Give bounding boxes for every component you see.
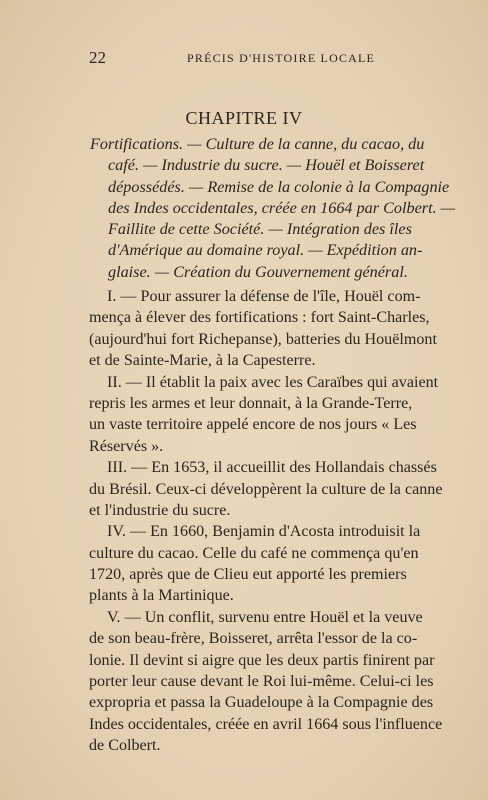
page-header bbox=[89, 48, 376, 70]
text-line: IV. — En 1660, Benjamin d'Acosta introduisit la bbox=[107, 523, 421, 541]
text-line: II. — Il établit la paix avec les Caraïbes qui avaient bbox=[107, 373, 439, 391]
text-line: mença à élever des fortifications : fort Saint-Charles, bbox=[89, 309, 430, 327]
text-line: culture du cacao. Celle du café ne commença qu'en bbox=[89, 544, 419, 562]
summary-line: café. — Industrie du sucre. — Houël et Boisseret bbox=[108, 156, 425, 175]
text-line: V. — Un conflit, survenu entre Houël et la veuve bbox=[107, 608, 423, 626]
summary-line: dépossédés. — Remise de la colonie à la Compagnie bbox=[108, 177, 450, 196]
text-line: lonie. Il devint si aigre que les deux partis finirent par bbox=[89, 651, 435, 669]
page-number: 22 bbox=[89, 48, 106, 67]
text-line: et de Sainte-Marie, à la Capesterre. bbox=[89, 352, 316, 370]
paragraph-1 bbox=[89, 286, 461, 372]
summary-line: des Indes occidentales, créée en 1664 par Colbert. — bbox=[108, 198, 456, 217]
text-line: Réservés ». bbox=[89, 437, 164, 455]
text-line: Indes occidentales, créée en avril 1664 sous l'influence bbox=[89, 715, 443, 733]
text-line: III. — En 1653, il accueillit des Hollandais chassés bbox=[107, 459, 437, 477]
chapter-summary bbox=[90, 134, 458, 283]
text-line: expropria et passa la Guadeloupe à la Compagnie des bbox=[89, 694, 434, 712]
summary-line: Fortifications. — Culture de la canne, du cacao, du bbox=[90, 135, 425, 153]
summary-line: d'Amérique au domaine royal. — Expédition an- bbox=[108, 241, 423, 260]
paragraph-5 bbox=[89, 607, 461, 757]
text-line: (aujourd'hui fort Richepanse), batteries du Houëlmont bbox=[89, 330, 437, 348]
paragraph-4 bbox=[89, 521, 461, 607]
text-line: et l'industrie du sucre. bbox=[89, 501, 231, 519]
summary-line: Faillite de cette Société. — Intégration des îles bbox=[108, 220, 412, 239]
chapter-title: CHAPITRE IV bbox=[185, 108, 303, 128]
running-head: PRÉCIS D'HISTOIRE LOCALE bbox=[187, 51, 376, 65]
text-line: porter leur cause devant le Roi lui-même. Celui-ci les bbox=[89, 673, 434, 691]
text-line: plants à la Martinique. bbox=[89, 587, 234, 605]
text-line: du Brésil. Ceux-ci développèrent la culture de la canne bbox=[89, 480, 443, 498]
body-text bbox=[89, 286, 461, 757]
text-line: un vaste territoire appelé encore de nos jours « Les bbox=[89, 416, 417, 434]
text-line: de son beau-frère, Boisseret, arrêta l'essor de la co- bbox=[89, 630, 418, 648]
text-line: I. — Pour assurer la défense de l'île, Houël com- bbox=[107, 288, 421, 305]
paragraph-3 bbox=[89, 457, 461, 521]
text-line: de Colbert. bbox=[89, 737, 161, 755]
paragraph-2 bbox=[89, 372, 461, 458]
text-line: repris les armes et leur donnait, à la Grande-Terre, bbox=[89, 394, 413, 412]
text-line: 1720, après que de Clieu eut apporté les premiers bbox=[89, 566, 407, 584]
summary-line: glaise. — Création du Gouvernement général. bbox=[108, 262, 408, 281]
